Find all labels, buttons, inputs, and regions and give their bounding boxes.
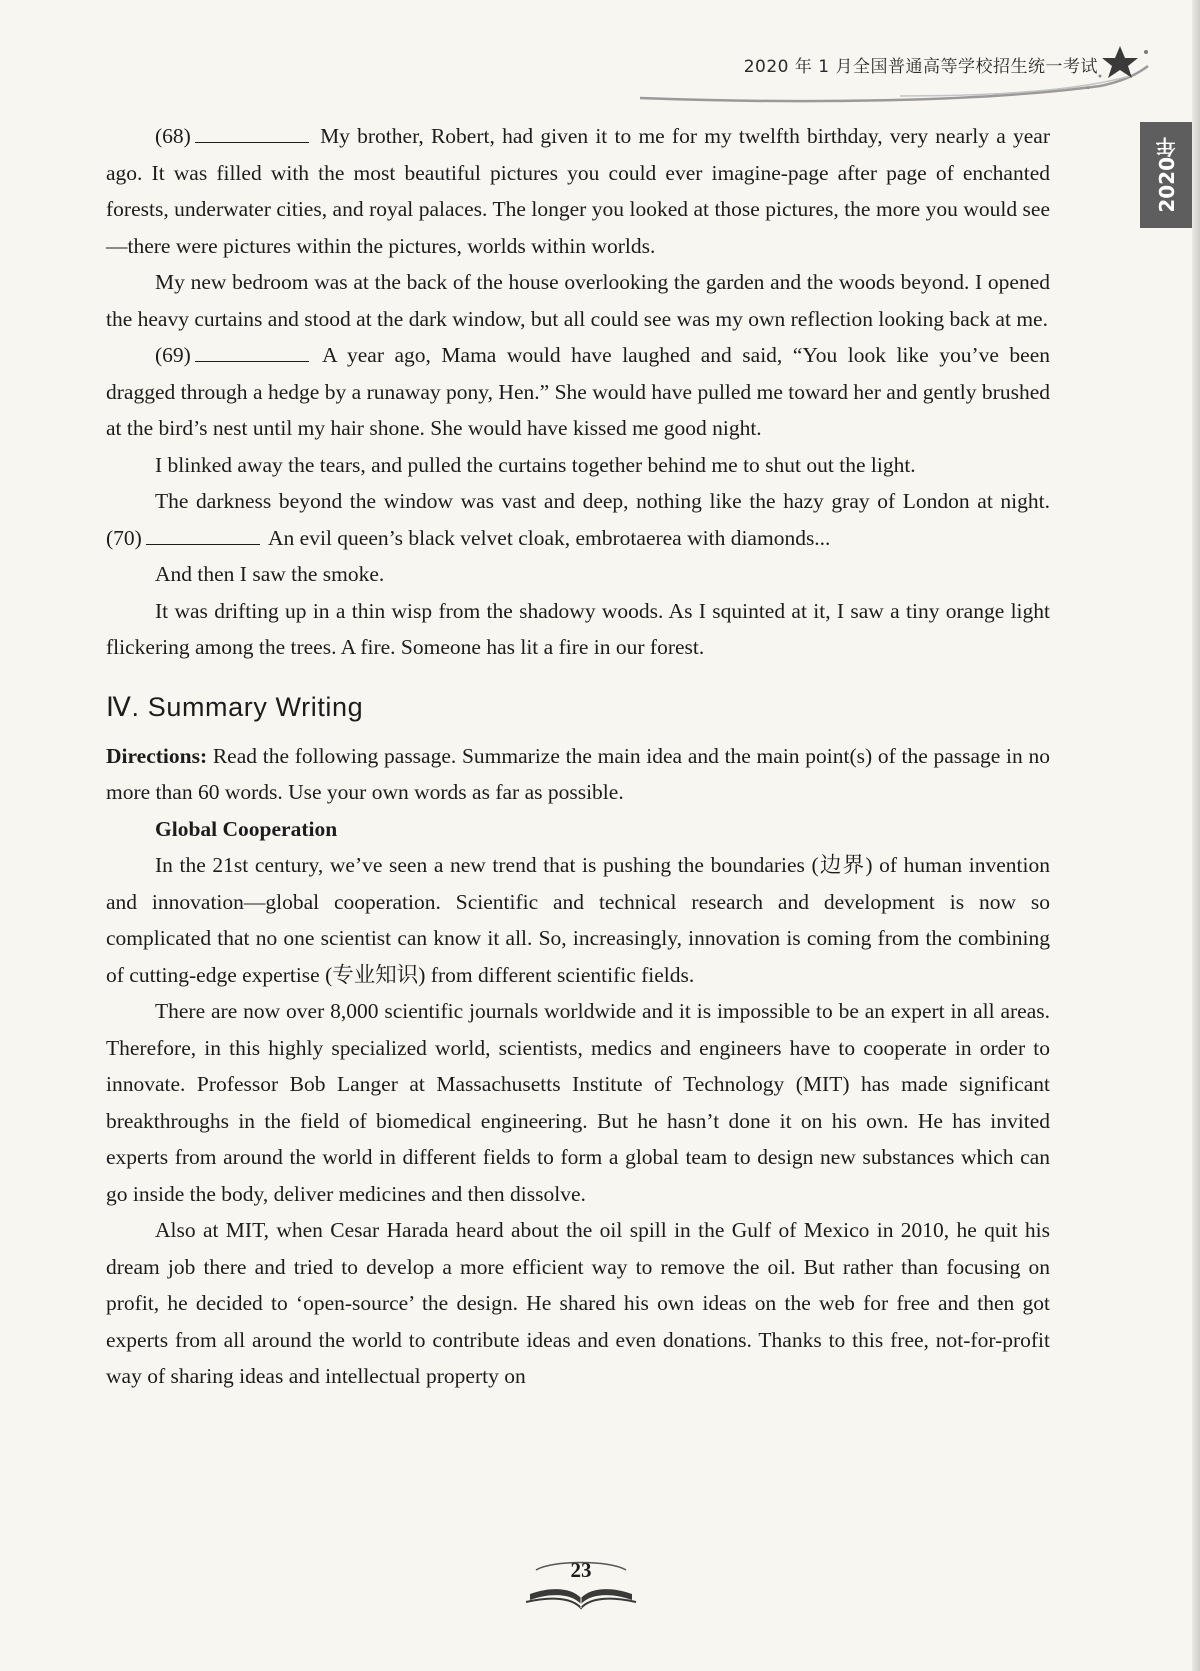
question-number: (69) (155, 343, 191, 367)
paragraph: I blinked away the tears, and pulled the curtains together behind me to shut out the light. (155, 452, 916, 477)
page-number: 23 (570, 1558, 592, 1582)
page-edge (1192, 0, 1200, 1671)
directions (106, 738, 1050, 811)
side-tab-label: 2020年 (1154, 137, 1179, 213)
paragraph: Also at MIT, when Cesar Harada heard about the oil spill in the Gulf of Mexico in 2010, he quit his dream job there and tried to develop a more efficient way to remove the oil. But rather than focusing on profit, he decided to ‘open-source’ the design. He shared his own ideas on the web for free and then got experts from all around the world to contribute ideas and even donations. Thanks to this free, not-for-profit way of sharing ideas and intellectual property on (106, 1218, 1050, 1388)
directions-label: Directions: (106, 743, 208, 768)
page-content (106, 118, 1050, 1395)
section-heading: Ⅳ. Summary Writing (106, 691, 364, 722)
paragraph: There are now over 8,000 scientific journals worldwide and it is impossible to be an expert in all areas. Therefore, in this highly specialized world, scientists, medics and engineers have to cooperate in order to innovate. Professor Bob Langer at Massachusetts Institute of Technology (MIT) has made significant breakthroughs in the field of biomedical engineering. But he hasn’t done it on his own. He has invited experts from around the world in different fields to form a global team to design new substances which can go inside the body, deliver medicines and then dissolve. (106, 999, 1050, 1206)
paragraph: The darkness beyond the window was vast and deep, nothing like the hazy gray of London at night. (70) An evil queen’s black velvet cloak, embrotaerea with diamonds... (106, 489, 1050, 550)
paragraph: And then I saw the smoke. (155, 562, 385, 586)
header-title: 2020 年 1 月全国普通高等学校招生统一考试 (743, 57, 1098, 77)
answer-blank[interactable] (146, 526, 260, 545)
paragraph: (68) My brother, Robert, had given it to me for my twelfth birthday, very nearly a year ago. It was filled with the most beautiful pictures you could ever imagine-page after page of enchanted forests, underwater cities, and royal palaces. The longer you looked at those pictures, the more you would see—there were pictures within the pictures, worlds within worlds. (106, 124, 1051, 258)
directions-text: Read the following passage. Summarize the main idea and the main point(s) of the passage in no more than 60 words. Use your own words as far as possible. (106, 743, 1050, 804)
paragraph: My new bedroom was at the back of the house overlooking the garden and the woods beyond. I opened the heavy curtains and stood at the dark window, but all could see was my own reflection looking back at me. (106, 270, 1050, 331)
year-side-tab (1140, 122, 1192, 228)
running-header (600, 46, 1160, 106)
answer-blank[interactable] (195, 343, 309, 362)
answer-blank[interactable] (195, 124, 309, 143)
question-number: (70) (106, 525, 142, 550)
question-number: (68) (155, 124, 191, 148)
page-footer (522, 1556, 640, 1612)
paragraph: It was drifting up in a thin wisp from the shadowy woods. As I squinted at it, I saw a tiny orange light flickering among the trees. A fire. Someone has lit a fire in our forest. (106, 598, 1050, 659)
open-book-icon (522, 1556, 640, 1612)
passage-title: Global Cooperation (155, 816, 338, 841)
paragraph: In the 21st century, we’ve seen a new trend that is pushing the boundaries (边界) of human invention and innovation—global cooperation. Scientific and technical research and development is now so complicated that no one scientist can know it all. So, increasingly, innovation is coming from the combining of cutting-edge expertise (专业知识) from different scientific fields. (106, 853, 1050, 987)
paragraph: (69) A year ago, Mama would have laughed and said, “You look like you’ve been dragged through a hedge by a runaway pony, Hen.” She would have pulled me toward her and gently brushed at the bird’s nest until my hair shone. She would have kissed me good night. (106, 343, 1050, 440)
